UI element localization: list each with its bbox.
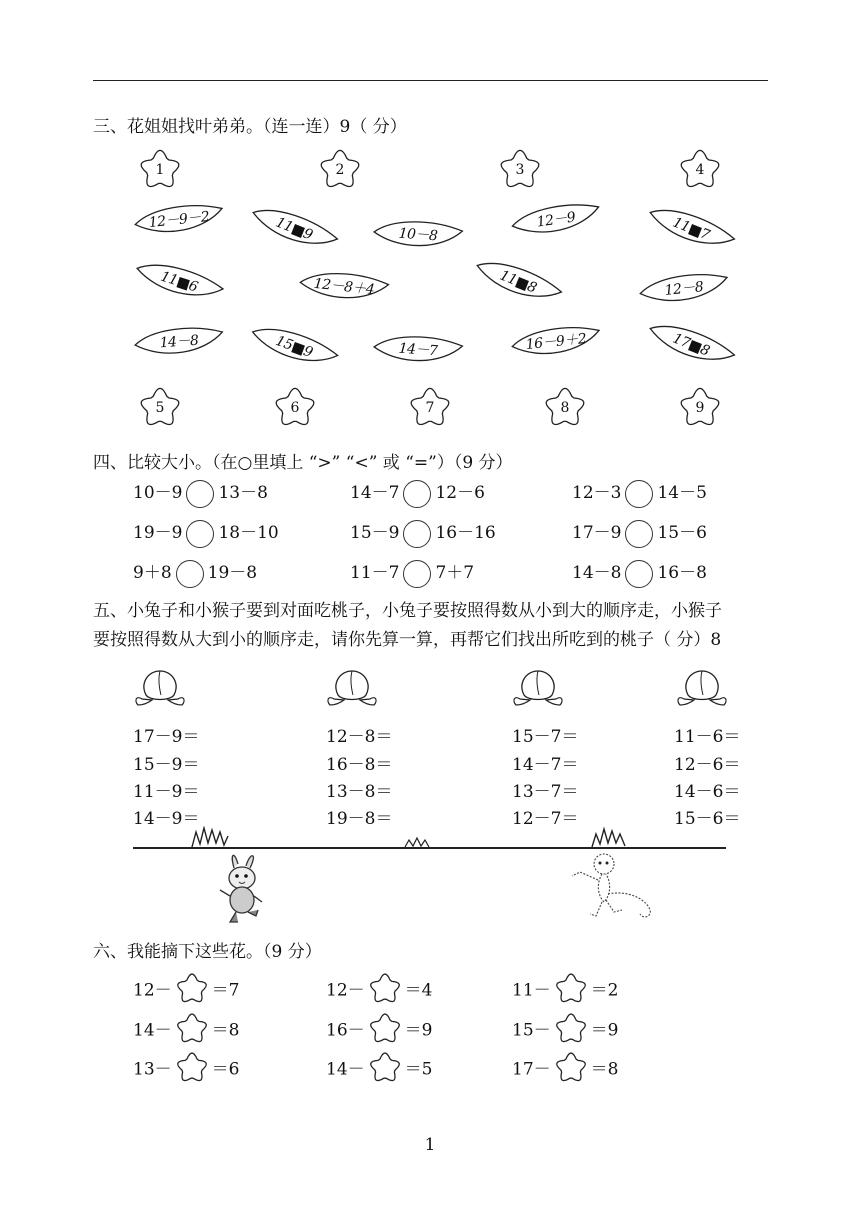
grass-icon [190,826,230,848]
leaf [131,198,226,241]
minuend: 11－ [512,980,551,1001]
flower-number: 1 [155,162,165,178]
flower-number: 6 [290,400,300,416]
page-number: 1 [424,1135,436,1155]
leaf [508,320,603,363]
compare-item [572,478,707,508]
flower-subtraction [512,1012,618,1050]
left-expression: 14－7 [350,483,400,503]
peach-icon [132,665,188,707]
minuend: 16－ [326,1020,365,1041]
flower-subtraction [133,972,239,1010]
leaf-expression: 12－9 [535,209,577,231]
equation: 12－7＝ [512,809,579,829]
equation: 15－9＝ [133,755,200,775]
answer-circle[interactable] [625,520,653,548]
right-expression: 13－8 [218,483,268,503]
leaf [469,249,567,315]
compare-item [350,518,496,548]
blank-flower-icon[interactable] [365,1049,405,1087]
result: ＝2 [590,980,619,1001]
left-expression: 12－3 [572,483,622,503]
leaf [132,322,226,362]
compare-item [350,558,474,588]
compare-item [350,478,485,508]
right-expression: 18－10 [218,523,279,543]
flower-number: 9 [695,400,705,416]
answer-circle[interactable] [403,560,431,588]
flower-subtraction [326,1051,432,1089]
equation: 16－8＝ [326,755,393,775]
minuend: 14－ [326,1059,365,1080]
leaf [245,315,343,378]
equation: 11－6＝ [674,727,741,747]
monkey-icon [566,850,656,922]
leaf [371,330,465,370]
minuend: 12－ [133,980,172,1001]
minuend: 15－ [512,1020,551,1041]
left-expression: 17－9 [572,523,622,543]
flower-subtraction [512,972,618,1010]
answer-circle[interactable] [625,560,653,588]
flower-number: 7 [425,400,435,416]
leaf-expression: 12－9－2 [148,208,210,232]
leaf-expression: 11■9 [273,214,315,244]
peach-icon [324,665,380,707]
left-expression: 14－8 [572,563,622,583]
flower-5 [135,383,185,433]
compare-item [572,518,707,548]
result: ＝9 [590,1020,619,1041]
leaf [636,267,731,310]
section3-title: 三、花姐姐找叶弟弟。（连一连）9（ 分） [93,117,407,137]
grass-icon [404,836,430,848]
leaf-expression: 12－8＋4 [313,275,375,299]
flower-4 [675,145,725,195]
leaf-expression: 14－8 [159,332,199,352]
leaf-expression: 12－8 [663,279,705,299]
result: ＝8 [590,1059,619,1080]
leaf-expression: 16－9＋2 [525,330,587,354]
compare-item [133,518,279,548]
compare-item [133,558,257,588]
left-expression: 10－9 [133,483,183,503]
leaf-expression: 14－7 [398,340,438,360]
flower-2 [315,145,365,195]
blank-flower-icon[interactable] [172,1049,212,1087]
blank-flower-icon[interactable] [172,1010,212,1048]
answer-circle[interactable] [186,520,214,548]
leaf-expression: 10－8 [398,225,438,245]
flower-6 [270,383,320,433]
flower-number: 2 [335,162,345,178]
flower-subtraction [326,972,432,1010]
flower-subtraction [133,1051,239,1089]
peach-icon [674,665,730,707]
answer-circle[interactable] [176,560,204,588]
result: ＝7 [211,980,240,1001]
equation: 12－6＝ [674,755,741,775]
blank-flower-icon[interactable] [172,970,212,1008]
blank-flower-icon[interactable] [551,970,591,1008]
minuend: 14－ [133,1020,172,1041]
result: ＝4 [404,980,433,1001]
peach-icon [510,665,566,707]
flower-subtraction [133,1012,239,1050]
rabbit-icon [212,850,272,925]
leaf-expression: 11■7 [670,214,712,244]
left-expression: 11－7 [350,563,400,583]
result: ＝6 [211,1059,240,1080]
flower-7 [405,383,455,433]
right-expression: 7＋7 [435,563,475,583]
leaf [296,265,391,308]
compare-item [572,558,707,588]
right-expression: 14－5 [657,483,707,503]
grass-icon [590,826,628,848]
answer-circle[interactable] [625,480,653,508]
section5-title-line2: 要按照得数从大到小的顺序走，请你先算一算，再帮它们找出所吃到的桃子（ 分）8 [93,630,722,650]
flower-3 [495,145,545,195]
section5-title-line1: 五、小兔子和小猴子要到对面吃桃子，小兔子要按照得数从小到大的顺序走，小猴子 [93,601,722,621]
minuend: 17－ [512,1059,551,1080]
minuend: 12－ [326,980,365,1001]
flower-8 [540,383,590,433]
flower-9 [675,383,725,433]
compare-item [133,478,268,508]
leaf [642,196,740,262]
right-expression: 16－8 [657,563,707,583]
leaf [371,215,465,255]
equation: 17－9＝ [133,727,200,747]
equation: 14－7＝ [512,755,579,775]
left-expression: 9＋8 [133,563,172,583]
leaf [130,252,228,313]
leaf [508,197,604,243]
blank-flower-icon[interactable] [551,1010,591,1048]
left-expression: 19－9 [133,523,183,543]
left-expression: 15－9 [350,523,400,543]
header-rule [93,80,768,81]
leaf-expression: 17■8 [670,330,712,360]
right-expression: 12－6 [435,483,485,503]
equation: 13－8＝ [326,782,393,802]
flower-number: 4 [695,162,705,178]
right-expression: 16－16 [435,523,496,543]
equation: 12－8＝ [326,727,393,747]
flower-subtraction [326,1012,432,1050]
equation: 11－9＝ [133,782,200,802]
right-expression: 19－8 [207,563,258,583]
equation: 19－8＝ [326,809,393,829]
result: ＝8 [211,1020,240,1041]
minuend: 13－ [133,1059,172,1080]
leaf-expression: 15■9 [273,332,315,362]
leaf-expression: 11■6 [158,268,200,296]
equation: 14－9＝ [133,809,200,829]
equation: 15－7＝ [512,727,579,747]
section6-title: 六、我能摘下这些花。（9 分） [93,942,322,962]
blank-flower-icon[interactable] [551,1049,591,1087]
blank-flower-icon[interactable] [365,970,405,1008]
flower-number: 3 [515,162,525,178]
flower-1 [135,145,185,195]
equation: 14－6＝ [674,782,741,802]
leaf-expression: 11■8 [497,267,539,297]
result: ＝5 [404,1059,433,1080]
right-expression: 15－6 [657,523,707,543]
flower-subtraction [512,1051,618,1089]
flower-number: 8 [560,400,570,416]
equation: 13－7＝ [512,782,579,802]
section4-title: 四、比较大小。（在○里填上 “>” “<” 或 “=”）（9 分） [93,453,513,473]
answer-circle[interactable] [186,480,214,508]
leaf [245,196,343,262]
answer-circle[interactable] [403,480,431,508]
flower-number: 5 [155,400,165,416]
answer-circle[interactable] [403,520,431,548]
blank-flower-icon[interactable] [365,1010,405,1048]
result: ＝9 [404,1020,433,1041]
leaf [642,312,740,378]
equation: 15－6＝ [674,809,741,829]
